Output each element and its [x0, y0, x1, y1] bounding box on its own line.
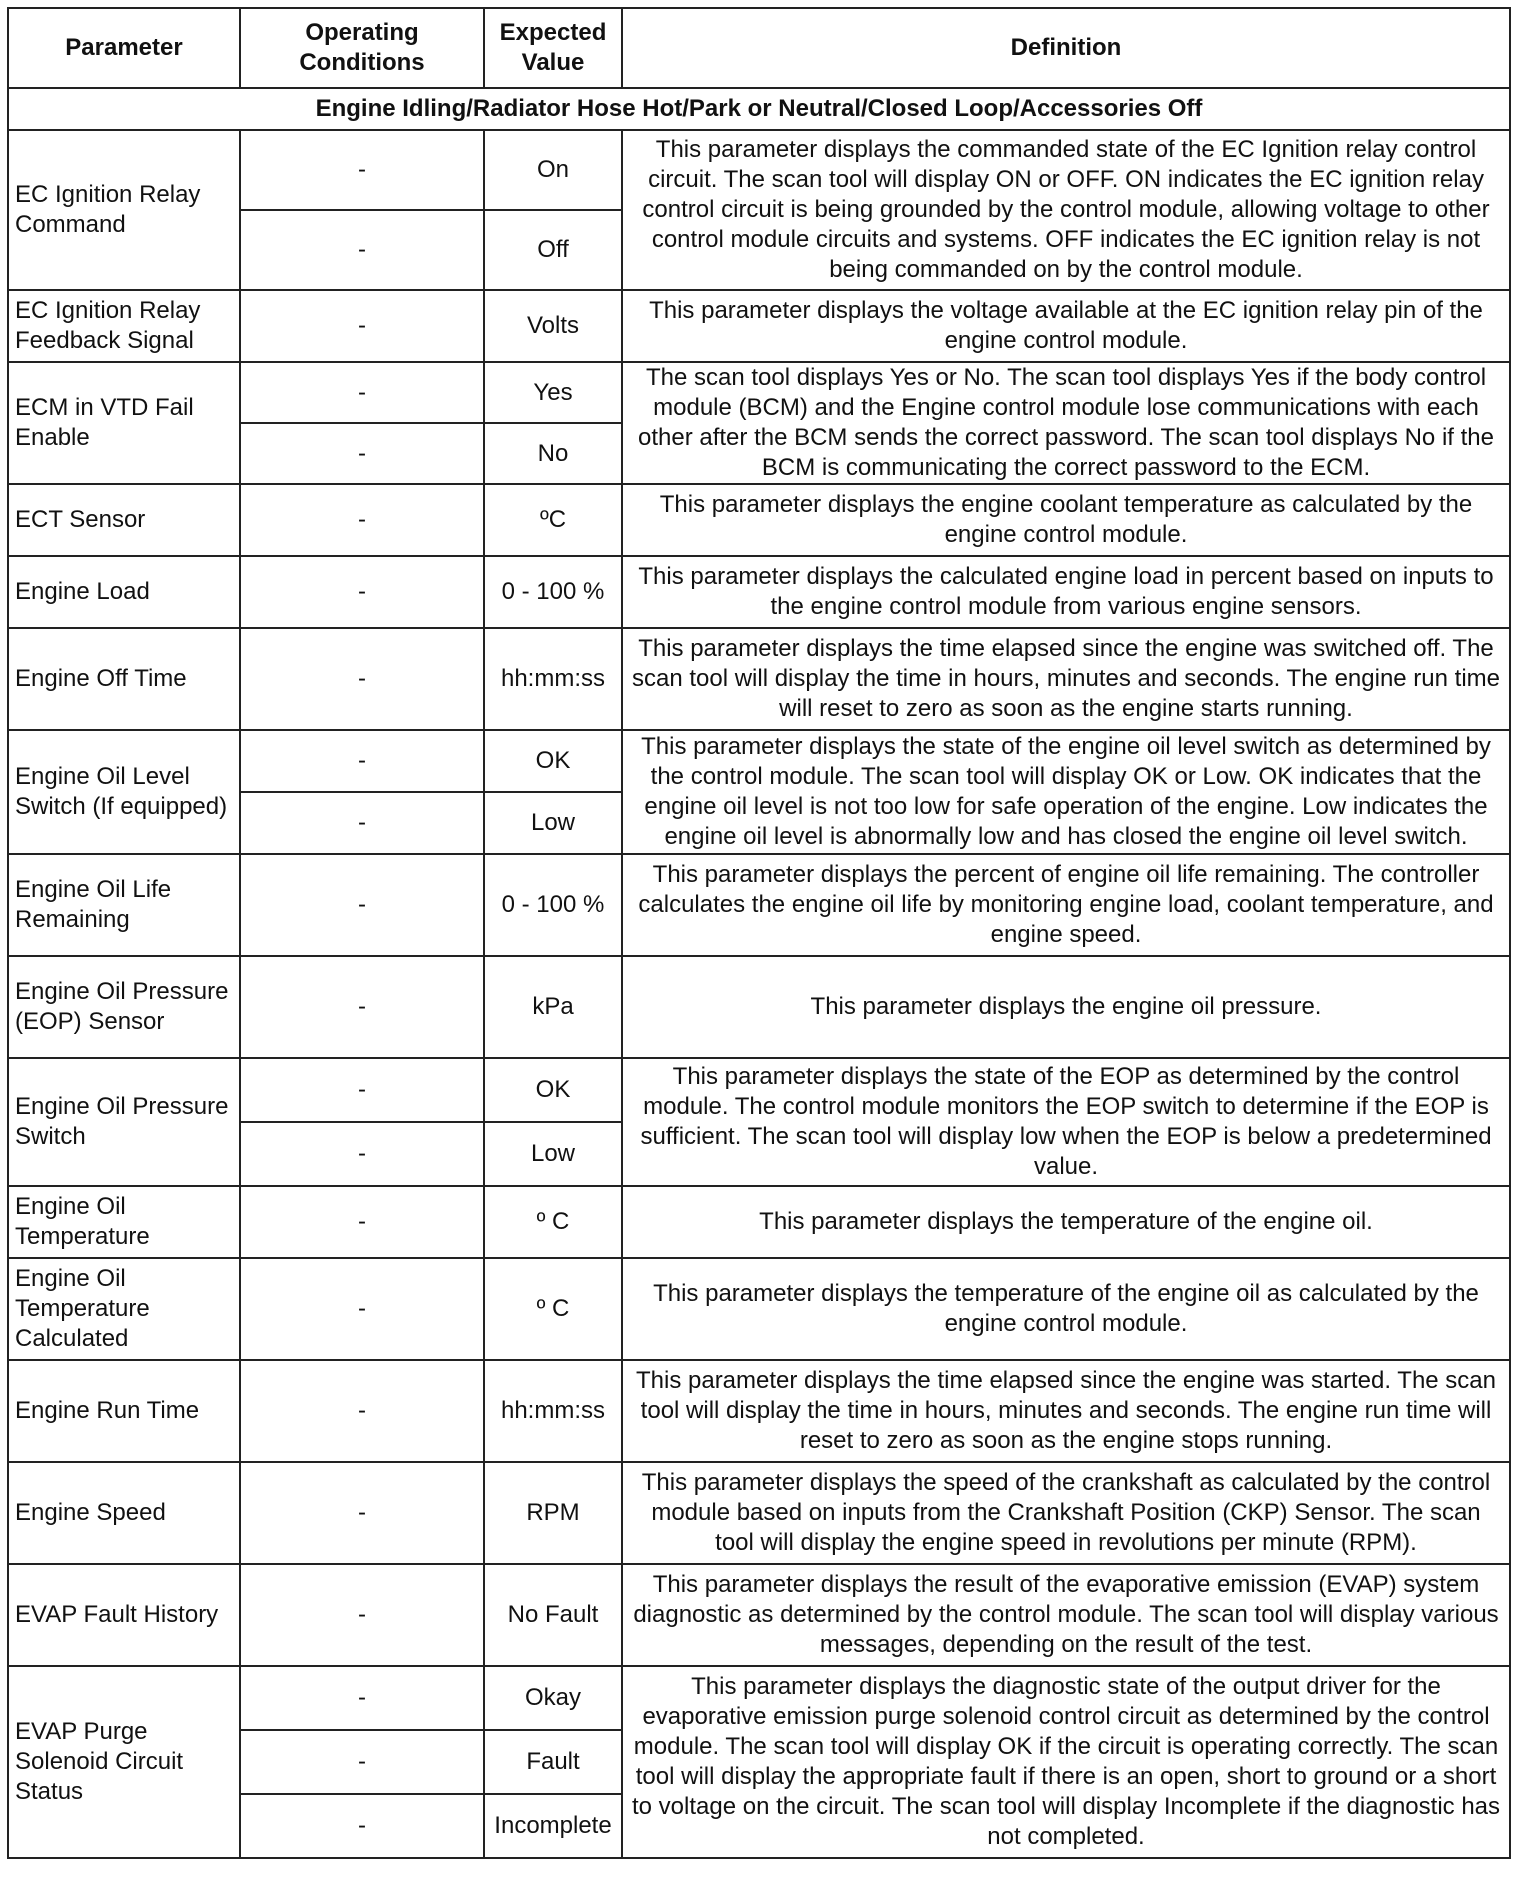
operating-condition-cell: - [240, 1360, 484, 1462]
operating-condition-cell: - [240, 1186, 484, 1258]
parameter-cell: Engine Off Time [8, 628, 240, 730]
section-row [8, 88, 1510, 130]
definition-cell: This parameter displays the temperature of the engine oil. [622, 1186, 1510, 1258]
definition-cell: This parameter displays the result of the evaporative emission (EVAP) system diagnostic as determined by the control module. The scan tool will display various messages, depending on the result of the test. [622, 1564, 1510, 1666]
operating-condition-cell: - [240, 1564, 484, 1666]
expected-value-cell: hh:mm:ss [484, 1360, 622, 1462]
table-row [8, 1666, 1510, 1730]
section-title: Engine Idling/Radiator Hose Hot/Park or Neutral/Closed Loop/Accessories Off [8, 88, 1510, 130]
expected-value-cell: Off [484, 210, 622, 290]
operating-condition-cell: - [240, 1122, 484, 1186]
definition-cell: This parameter displays the commanded state of the EC Ignition relay control circuit. The scan tool will display ON or OFF. ON indicates the EC ignition relay control circuit is being grounded by the control module, allowing voltage to other control module circuits and systems. OFF indicates the EC ignition relay is not being commanded on by the control module. [622, 130, 1510, 290]
header-parameter: Parameter [8, 8, 240, 88]
operating-condition-cell: - [240, 628, 484, 730]
parameter-cell: ECM in VTD Fail Enable [8, 362, 240, 484]
table-row [8, 1058, 1510, 1122]
parameter-table [7, 7, 1511, 1859]
table-row [8, 362, 1510, 423]
expected-value-cell: Low [484, 1122, 622, 1186]
parameter-cell: EC Ignition Relay Feedback Signal [8, 290, 240, 362]
operating-condition-cell: - [240, 556, 484, 628]
expected-value-cell: No [484, 423, 622, 484]
operating-condition-cell: - [240, 1258, 484, 1360]
table-row [8, 1462, 1510, 1564]
expected-value-cell: Fault [484, 1730, 622, 1794]
table-row [8, 556, 1510, 628]
parameter-cell: Engine Oil Temperature Calculated [8, 1258, 240, 1360]
parameter-cell: Engine Oil Pressure Switch [8, 1058, 240, 1186]
parameter-cell: Engine Load [8, 556, 240, 628]
operating-condition-cell: - [240, 1794, 484, 1858]
expected-value-cell: hh:mm:ss [484, 628, 622, 730]
definition-cell: This parameter displays the percent of engine oil life remaining. The controller calculates the engine oil life by monitoring engine load, coolant temperature, and engine speed. [622, 854, 1510, 956]
expected-value-cell: kPa [484, 956, 622, 1058]
operating-condition-cell: - [240, 730, 484, 792]
table-row [8, 854, 1510, 956]
operating-condition-cell: - [240, 484, 484, 556]
expected-value-cell: Yes [484, 362, 622, 423]
parameter-cell: Engine Oil Level Switch (If equipped) [8, 730, 240, 854]
operating-condition-cell: - [240, 1730, 484, 1794]
data-table-container [7, 7, 1509, 1859]
table-row [8, 1258, 1510, 1360]
table-row [8, 290, 1510, 362]
definition-cell: This parameter displays the state of the EOP as determined by the control module. The control module monitors the EOP switch to determine if the EOP is sufficient. The scan tool will display low when the EOP is below a predetermined value. [622, 1058, 1510, 1186]
expected-value-cell: º C [484, 1258, 622, 1360]
operating-condition-cell: - [240, 362, 484, 423]
header-expected-value: Expected Value [484, 8, 622, 88]
expected-value-cell: On [484, 130, 622, 210]
expected-value-cell: OK [484, 1058, 622, 1122]
definition-cell: This parameter displays the engine coolant temperature as calculated by the engine control module. [622, 484, 1510, 556]
expected-value-cell: Okay [484, 1666, 622, 1730]
expected-value-cell: ºC [484, 484, 622, 556]
table-row [8, 730, 1510, 792]
definition-cell: This parameter displays the diagnostic state of the output driver for the evaporative emission purge solenoid control circuit as determined by the control module. The scan tool will display OK if the circuit is operating correctly. The scan tool will display the appropriate fault if there is an open, short to ground or a short to voltage on the circuit. The scan tool will display Incomplete if the diagnostic has not completed. [622, 1666, 1510, 1858]
parameter-cell: Engine Oil Pressure (EOP) Sensor [8, 956, 240, 1058]
definition-cell: This parameter displays the state of the engine oil level switch as determined by the control module. The scan tool will display OK or Low. OK indicates that the engine oil level is not too low for safe operation of the engine. Low indicates the engine oil level is abnormally low and has closed the engine oil level switch. [622, 730, 1510, 854]
parameter-cell: ECT Sensor [8, 484, 240, 556]
expected-value-cell: 0 - 100 % [484, 556, 622, 628]
expected-value-cell: º C [484, 1186, 622, 1258]
table-row [8, 628, 1510, 730]
operating-condition-cell: - [240, 1462, 484, 1564]
parameter-cell: Engine Run Time [8, 1360, 240, 1462]
expected-value-cell: Volts [484, 290, 622, 362]
header-definition: Definition [622, 8, 1510, 88]
definition-cell: This parameter displays the engine oil pressure. [622, 956, 1510, 1058]
definition-cell: This parameter displays the speed of the crankshaft as calculated by the control module based on inputs from the Crankshaft Position (CKP) Sensor. The scan tool will display the engine speed in revolutions per minute (RPM). [622, 1462, 1510, 1564]
table-row [8, 956, 1510, 1058]
operating-condition-cell: - [240, 854, 484, 956]
expected-value-cell: 0 - 100 % [484, 854, 622, 956]
operating-condition-cell: - [240, 290, 484, 362]
table-row [8, 1360, 1510, 1462]
parameter-cell: Engine Oil Life Remaining [8, 854, 240, 956]
parameter-cell: EVAP Purge Solenoid Circuit Status [8, 1666, 240, 1858]
definition-cell: This parameter displays the calculated engine load in percent based on inputs to the engine control module from various engine sensors. [622, 556, 1510, 628]
table-row [8, 484, 1510, 556]
expected-value-cell: Low [484, 792, 622, 854]
operating-condition-cell: - [240, 956, 484, 1058]
expected-value-cell: RPM [484, 1462, 622, 1564]
parameter-cell: EVAP Fault History [8, 1564, 240, 1666]
operating-condition-cell: - [240, 210, 484, 290]
operating-condition-cell: - [240, 792, 484, 854]
operating-condition-cell: - [240, 1666, 484, 1730]
expected-value-cell: Incomplete [484, 1794, 622, 1858]
operating-condition-cell: - [240, 423, 484, 484]
definition-cell: The scan tool displays Yes or No. The scan tool displays Yes if the body control module (BCM) and the Engine control module lose communications with each other after the BCM sends the correct password. The scan tool displays No if the BCM is communicating the correct password to the ECM. [622, 362, 1510, 484]
expected-value-cell: No Fault [484, 1564, 622, 1666]
header-operating-conditions: Operating Conditions [240, 8, 484, 88]
definition-cell: This parameter displays the voltage available at the EC ignition relay pin of the engine control module. [622, 290, 1510, 362]
parameter-cell: Engine Speed [8, 1462, 240, 1564]
definition-cell: This parameter displays the time elapsed since the engine was switched off. The scan tool will display the time in hours, minutes and seconds. The engine run time will reset to zero as soon as the engine starts running. [622, 628, 1510, 730]
parameter-cell: Engine Oil Temperature [8, 1186, 240, 1258]
expected-value-cell: OK [484, 730, 622, 792]
table-row [8, 1186, 1510, 1258]
definition-cell: This parameter displays the time elapsed since the engine was started. The scan tool will display the time in hours, minutes and seconds. The engine run time will reset to zero as soon as the engine stops running. [622, 1360, 1510, 1462]
operating-condition-cell: - [240, 1058, 484, 1122]
header-row [8, 8, 1510, 88]
definition-cell: This parameter displays the temperature of the engine oil as calculated by the engine control module. [622, 1258, 1510, 1360]
operating-condition-cell: - [240, 130, 484, 210]
parameter-cell: EC Ignition Relay Command [8, 130, 240, 290]
table-row [8, 130, 1510, 210]
table-row [8, 1564, 1510, 1666]
